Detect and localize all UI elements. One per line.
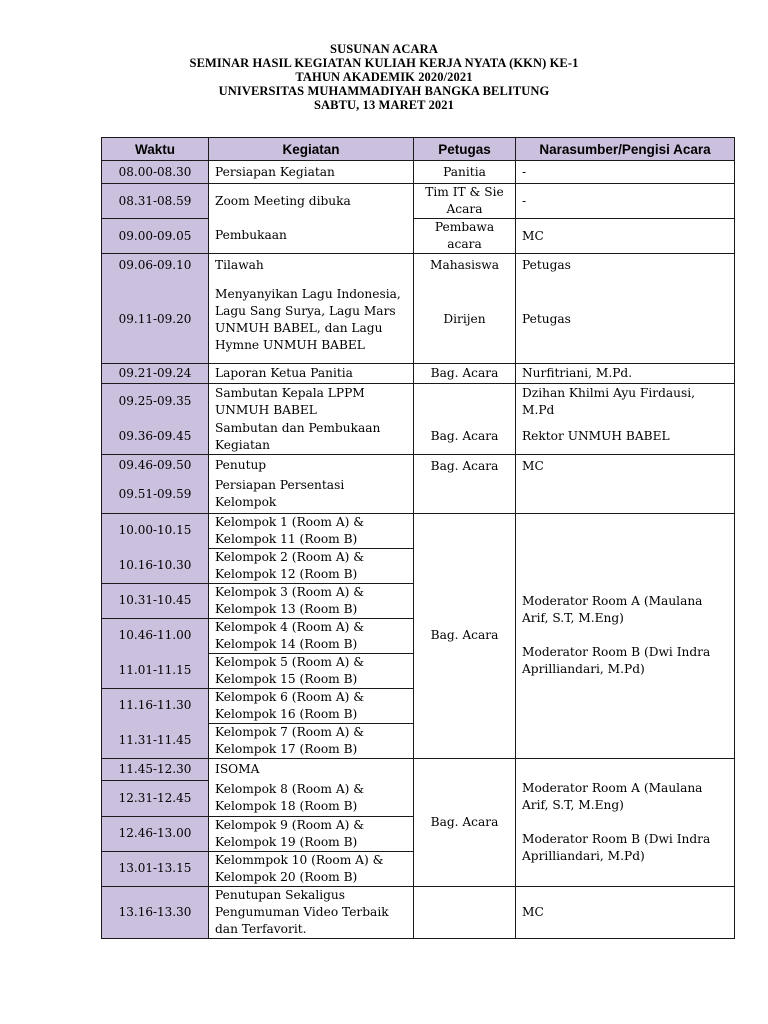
heading-date: SABTU, 13 MARET 2021 (314, 98, 454, 112)
kegiatan-cell: ISOMA (209, 758, 414, 780)
moderator-room-b: Moderator Room B (Dwi Indra Aprilliandari, M.Pd) (522, 831, 711, 863)
petugas-cell: Bag. Acara (414, 513, 516, 758)
narasumber-cell: MC (516, 454, 735, 513)
kegiatan-cell: Pembukaan (209, 219, 414, 254)
narasumber-cell (516, 758, 735, 886)
narasumber-cell: Petugas (516, 254, 735, 277)
kegiatan-cell: Sambutan Kepala LPPM UNMUH BABEL (209, 384, 414, 420)
petugas-cell: Bag. Acara (414, 384, 516, 455)
waktu-cell: 13.01-13.15 (102, 851, 209, 886)
table-row (102, 254, 735, 277)
table-header-row (102, 138, 735, 161)
table-row (102, 184, 735, 219)
table-row (102, 758, 735, 780)
table-row (102, 364, 735, 384)
waktu-cell: 09.46-09.50 (102, 454, 209, 476)
waktu-cell: 09.25-09.35 (102, 384, 209, 420)
petugas-cell: Tim IT & Sie Acara (414, 184, 516, 219)
heading-academic-year: TAHUN AKADEMIK 2020/2021 (295, 70, 473, 84)
kegiatan-cell: Menyanyikan Lagu Indonesia, Lagu Sang Surya, Lagu Mars UNMUH BABEL, dan Lagu Hymne UNMUH BABEL (209, 277, 414, 364)
petugas-cell: Mahasiswa (414, 254, 516, 277)
kegiatan-cell: Zoom Meeting dibuka (209, 184, 414, 219)
kegiatan-cell: Persiapan Persentasi Kelompok (209, 476, 414, 513)
waktu-cell: 11.01-11.15 (102, 653, 209, 688)
narasumber-cell: - (516, 161, 735, 184)
moderator-block (522, 780, 728, 865)
header-narasumber: Narasumber/Pengisi Acara (516, 138, 735, 161)
document-heading (0, 42, 768, 112)
kegiatan-cell: Kelompok 4 (Room A) & Kelompok 14 (Room B) (209, 618, 414, 653)
table-row (102, 454, 735, 476)
heading-university: UNIVERSITAS MUHAMMADIYAH BANGKA BELITUNG (218, 84, 550, 98)
header-petugas: Petugas (414, 138, 516, 161)
kegiatan-cell: Kelompok 7 (Room A) & Kelompok 17 (Room B) (209, 723, 414, 758)
waktu-cell: 10.00-10.15 (102, 513, 209, 548)
narasumber-cell: Petugas (516, 277, 735, 364)
waktu-cell: 10.31-10.45 (102, 583, 209, 618)
waktu-cell: 11.16-11.30 (102, 688, 209, 723)
table-row (102, 513, 735, 548)
moderator-room-a: Moderator Room A (Maulana Arif, S.T, M.Eng) (522, 780, 703, 812)
heading-title: SUSUNAN ACARA (330, 42, 438, 56)
waktu-cell: 09.36-09.45 (102, 420, 209, 455)
petugas-cell: Bag. Acara (414, 758, 516, 886)
header-kegiatan: Kegiatan (209, 138, 414, 161)
kegiatan-cell: Kelompok 8 (Room A) & Kelompok 18 (Room B) (209, 780, 414, 816)
kegiatan-cell: Penutup (209, 454, 414, 476)
kegiatan-cell: Persiapan Kegiatan (209, 161, 414, 184)
waktu-cell: 13.16-13.30 (102, 886, 209, 938)
kegiatan-cell: Penutupan Sekaligus Pengumuman Video Terbaik dan Terfavorit. (209, 886, 414, 938)
waktu-cell: 09.00-09.05 (102, 219, 209, 254)
waktu-cell: 10.46-11.00 (102, 618, 209, 653)
waktu-cell: 12.46-13.00 (102, 816, 209, 851)
heading-event: SEMINAR HASIL KEGIATAN KULIAH KERJA NYATA (KKN) KE-1 (189, 56, 579, 70)
kegiatan-cell: Sambutan dan Pembukaan Kegiatan (209, 420, 414, 455)
petugas-cell: Bag. Acara (414, 454, 516, 513)
kegiatan-cell: Kelompok 5 (Room A) & Kelompok 15 (Room B) (209, 653, 414, 688)
kegiatan-cell: Kelompok 6 (Room A) & Kelompok 16 (Room B) (209, 688, 414, 723)
waktu-cell: 09.11-09.20 (102, 277, 209, 364)
narasumber-cell: Rektor UNMUH BABEL (516, 420, 735, 455)
waktu-cell: 10.16-10.30 (102, 548, 209, 583)
petugas-cell: Panitia (414, 161, 516, 184)
waktu-cell: 08.00-08.30 (102, 161, 209, 184)
narasumber-cell: - (516, 184, 735, 219)
waktu-cell: 09.51-09.59 (102, 476, 209, 513)
narasumber-cell (516, 513, 735, 758)
petugas-cell: Pembawa acara (414, 219, 516, 254)
waktu-cell: 11.45-12.30 (102, 758, 209, 780)
table-row (102, 277, 735, 364)
moderator-room-a: Moderator Room A (Maulana Arif, S.T, M.Eng) (522, 594, 703, 625)
moderator-room-b: Moderator Room B (Dwi Indra Aprilliandari, M.Pd) (522, 645, 711, 676)
kegiatan-cell: Kelommpok 10 (Room A) & Kelompok 20 (Room B) (209, 851, 414, 886)
petugas-cell: Dirijen (414, 277, 516, 364)
kegiatan-cell: Kelompok 9 (Room A) & Kelompok 19 (Room B) (209, 816, 414, 851)
narasumber-cell: MC (516, 219, 735, 254)
petugas-cell (414, 886, 516, 938)
kegiatan-cell: Laporan Ketua Panitia (209, 364, 414, 384)
waktu-cell: 09.06-09.10 (102, 254, 209, 277)
kegiatan-cell: Tilawah (209, 254, 414, 277)
waktu-cell: 08.31-08.59 (102, 184, 209, 219)
table-row (102, 219, 735, 254)
waktu-cell: 12.31-12.45 (102, 780, 209, 816)
moderator-block (522, 593, 728, 678)
kegiatan-cell: Kelompok 3 (Room A) & Kelompok 13 (Room B) (209, 583, 414, 618)
narasumber-cell: Nurfitriani, M.Pd. (516, 364, 735, 384)
kegiatan-cell: Kelompok 1 (Room A) & Kelompok 11 (Room B) (209, 513, 414, 548)
table-row (102, 161, 735, 184)
table-row (102, 384, 735, 420)
petugas-cell: Bag. Acara (414, 364, 516, 384)
header-waktu: Waktu (102, 138, 209, 161)
kegiatan-cell: Kelompok 2 (Room A) & Kelompok 12 (Room B) (209, 548, 414, 583)
waktu-cell: 11.31-11.45 (102, 723, 209, 758)
waktu-cell: 09.21-09.24 (102, 364, 209, 384)
schedule-table (101, 137, 735, 939)
narasumber-cell: Dzihan Khilmi Ayu Firdausi, M.Pd (516, 384, 735, 420)
table-row (102, 886, 735, 938)
narasumber-cell: MC (516, 886, 735, 938)
